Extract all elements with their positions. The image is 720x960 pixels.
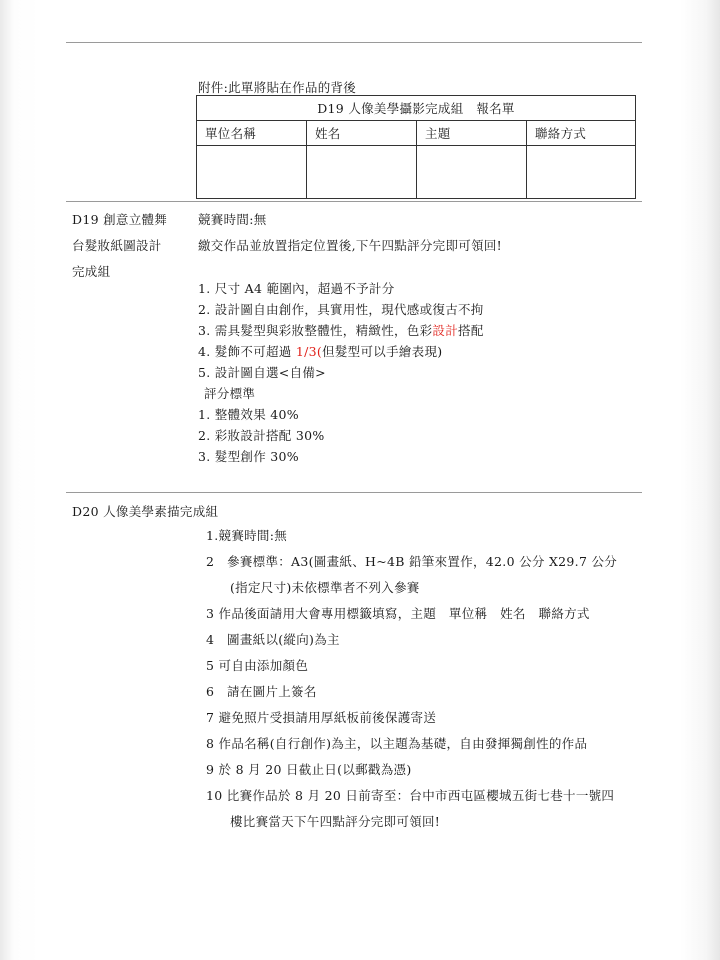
column-header-topic: 主題 xyxy=(417,121,527,146)
d20-item: 8 作品名稱(自行創作)為主，以主題為基礎，自由發揮獨創性的作品 xyxy=(206,736,588,751)
form-cell-topic[interactable] xyxy=(417,146,527,199)
d19-rule: 3. 需具髮型與彩妝整體性，精緻性，色彩設計搭配 xyxy=(198,323,484,338)
d20-item: 6 請在圖片上簽名 xyxy=(206,684,317,699)
column-header-name: 姓名 xyxy=(307,121,417,146)
d19-time: 競賽時間:無 xyxy=(198,212,267,227)
form-cell-unit[interactable] xyxy=(197,146,307,199)
attachment-note: 附件:此單將貼在作品的背後 xyxy=(198,80,357,95)
form-title: D19 人像美學攝影完成組 報名單 xyxy=(197,96,636,121)
d20-item: 1.競賽時間:無 xyxy=(206,528,288,543)
d19-rule: 1. 尺寸 A4 範圍內，超過不予計分 xyxy=(198,281,395,296)
top-divider xyxy=(66,42,642,43)
registration-form-table xyxy=(196,95,636,199)
d20-item: 9 於 8 月 20 日截止日(以郵戳為憑) xyxy=(206,762,412,777)
d19-rule: 4. 髮飾不可超過 1/3(但髮型可以手繪表現) xyxy=(198,344,443,359)
d20-heading: D20 人像美學素描完成組 xyxy=(72,504,219,519)
column-header-unit: 單位名稱 xyxy=(197,121,307,146)
d19-criterion: 2. 彩妝設計搭配 30% xyxy=(198,428,325,443)
d19-submit-note: 繳交作品並放置指定位置後,下午四點評分完即可領回! xyxy=(198,238,502,253)
form-cell-contact[interactable] xyxy=(527,146,636,199)
d19-heading-line: 完成組 xyxy=(72,264,111,279)
form-cell-name[interactable] xyxy=(307,146,417,199)
d19-criteria-title: 評分標準 xyxy=(204,386,256,401)
d20-item: 2 參賽標準：A3(圖畫紙、H~4B 鉛筆來置作，42.0 公分 X29.7 公分 xyxy=(206,554,618,569)
d20-item: 5 可自由添加顏色 xyxy=(206,658,309,673)
d19-criterion: 3. 髮型創作 30% xyxy=(198,449,299,464)
d20-item: 7 避免照片受損請用厚紙板前後保護寄送 xyxy=(206,710,437,725)
d19-heading-line: D19 創意立體舞 xyxy=(72,212,168,227)
d20-item: 10 比賽作品於 8 月 20 日前寄至：台中市西屯區櫻城五街七巷十一號四 xyxy=(206,788,615,803)
d19-rule: 5. 設計圖自選<自備> xyxy=(198,365,326,380)
d19-rule: 2. 設計圖自由創作，具實用性，現代感或復古不拘 xyxy=(198,302,484,317)
d19-heading-line: 台髮妝紙圖設計 xyxy=(72,238,162,253)
d19-criterion: 1. 整體效果 40% xyxy=(198,407,299,422)
column-header-contact: 聯絡方式 xyxy=(527,121,636,146)
d20-item: 3 作品後面請用大會專用標籤填寫，主題 單位稱 姓名 聯絡方式 xyxy=(206,606,590,621)
section-divider-d20 xyxy=(66,492,642,493)
section-divider-d19 xyxy=(66,201,642,202)
d20-item: 4 圖畫紙以(縱向)為主 xyxy=(206,632,340,647)
d20-item: (指定尺寸)未依標準者不列入參賽 xyxy=(230,580,420,595)
d20-item: 樓比賽當天下午四點評分完即可領回! xyxy=(230,814,441,829)
